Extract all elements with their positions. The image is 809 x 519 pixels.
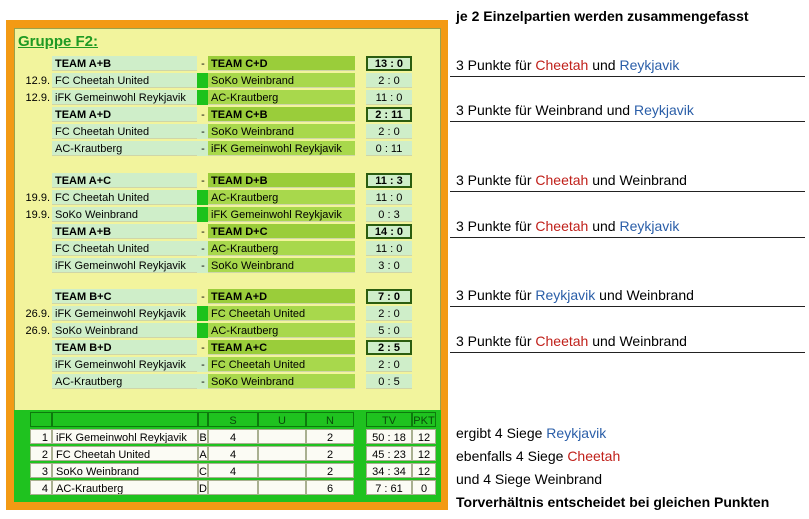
and-word: und [595, 287, 627, 303]
note-underline [450, 76, 805, 77]
match-date: 12.9. [25, 92, 50, 104]
player-left: FC Cheetah United [52, 190, 197, 205]
team-right: TEAM A+C [208, 340, 355, 355]
team-left: TEAM A+C [52, 173, 197, 188]
standings-n: 2 [306, 463, 354, 478]
header-tv: TV [366, 412, 412, 427]
game-score: 2 : 0 [366, 124, 412, 139]
points-prefix: 3 Punkte für [456, 287, 536, 303]
standings-rank: 3 [30, 463, 52, 478]
team-name: Reykjavik [619, 218, 680, 234]
result-4: Torverhältnis entscheidet bei gleichen Punkten [456, 494, 770, 510]
and-word: und [588, 57, 620, 73]
game-separator [197, 207, 208, 222]
team-name: Reykjavik [546, 425, 607, 441]
game-separator [197, 90, 208, 105]
points-prefix: 3 Punkte für [456, 102, 536, 118]
team-name: Reykjavik [535, 287, 596, 303]
standings-tv: 34 : 34 [366, 463, 412, 478]
standings-u [258, 446, 306, 461]
standings-team: SoKo Weinbrand [52, 463, 198, 478]
points-note [456, 57, 679, 73]
dash-separator: - [201, 109, 205, 121]
points-prefix: 3 Punkte für [456, 172, 536, 188]
game-score: 2 : 0 [366, 357, 412, 372]
game-score: 3 : 0 [366, 258, 412, 273]
header-u: U [258, 412, 306, 427]
standings-s: 4 [208, 463, 258, 478]
standings-tv: 50 : 18 [366, 429, 412, 444]
standings-code: C [198, 463, 208, 478]
note-underline [450, 121, 805, 122]
team-name: Cheetah [535, 172, 589, 188]
game-score: 5 : 0 [366, 323, 412, 338]
player-right: SoKo Weinbrand [208, 73, 355, 88]
match-date: 26.9. [25, 308, 50, 320]
dash-separator: - [201, 342, 205, 354]
group-title: Gruppe F2: [18, 33, 99, 50]
dash-separator: - [201, 291, 205, 303]
standings-code: B [198, 429, 208, 444]
game-separator [197, 323, 208, 338]
team-left: TEAM A+B [52, 224, 197, 239]
standings-s: 4 [208, 446, 258, 461]
player-right: SoKo Weinbrand [208, 124, 355, 139]
player-left: FC Cheetah United [52, 73, 197, 88]
player-right: iFK Gemeinwohl Reykjavik [208, 207, 355, 222]
team-name: Cheetah [535, 218, 589, 234]
standings-team: iFK Gemeinwohl Reykjavik [52, 429, 198, 444]
standings-u [258, 429, 306, 444]
result-text: ebenfalls 4 Siege [456, 448, 568, 464]
header-team [52, 412, 198, 427]
note-underline [450, 306, 805, 307]
dash-separator: - [201, 359, 205, 371]
result-text: ergibt 4 Siege [456, 425, 547, 441]
dash-separator: - [201, 260, 205, 272]
points-note [456, 333, 687, 349]
game-separator [197, 190, 208, 205]
team-name: Cheetah [567, 448, 621, 464]
player-left: iFK Gemeinwohl Reykjavik [52, 258, 197, 273]
team-name: Reykjavik [619, 57, 680, 73]
match-date: 19.9. [25, 209, 50, 221]
dash-separator: - [201, 58, 205, 70]
player-left: iFK Gemeinwohl Reykjavik [52, 306, 197, 321]
player-right: AC-Krautberg [208, 90, 355, 105]
match-date: 12.9. [25, 75, 50, 87]
match-date: 26.9. [25, 325, 50, 337]
result-1 [456, 425, 606, 441]
standings-code: A [198, 446, 208, 461]
team-score: 13 : 0 [366, 56, 412, 71]
player-left: SoKo Weinbrand [52, 207, 197, 222]
game-separator [197, 306, 208, 321]
notes-header: je 2 Einzelpartien werden zusammengefasst [456, 8, 749, 24]
and-word: und [588, 218, 620, 234]
player-right: SoKo Weinbrand [208, 374, 355, 389]
player-right: SoKo Weinbrand [208, 258, 355, 273]
team-score: 7 : 0 [366, 289, 412, 304]
player-left: SoKo Weinbrand [52, 323, 197, 338]
standings-team: FC Cheetah United [52, 446, 198, 461]
standings-n: 6 [306, 480, 354, 495]
standings-pkt: 12 [412, 463, 436, 478]
team-left: TEAM A+B [52, 56, 197, 71]
note-underline [450, 352, 805, 353]
dash-separator: - [201, 126, 205, 138]
standings-pkt: 12 [412, 429, 436, 444]
points-note [456, 287, 694, 303]
points-prefix: 3 Punkte für [456, 57, 536, 73]
game-score: 0 : 5 [366, 374, 412, 389]
standings-s [208, 480, 258, 495]
team-name: Weinbrand [535, 102, 603, 118]
dash-separator: - [201, 175, 205, 187]
points-prefix: 3 Punkte für [456, 333, 536, 349]
standings-code: D [198, 480, 208, 495]
game-score: 0 : 3 [366, 207, 412, 222]
and-word: und [588, 333, 620, 349]
standings-s: 4 [208, 429, 258, 444]
standings-n: 2 [306, 429, 354, 444]
dash-separator: - [201, 243, 205, 255]
player-right: AC-Krautberg [208, 323, 355, 338]
standings-n: 2 [306, 446, 354, 461]
player-right: AC-Krautberg [208, 241, 355, 256]
team-score: 2 : 5 [366, 340, 412, 355]
team-name: Weinbrand [626, 287, 694, 303]
dash-separator: - [201, 226, 205, 238]
game-score: 2 : 0 [366, 73, 412, 88]
player-right: AC-Krautberg [208, 190, 355, 205]
standings-pkt: 12 [412, 446, 436, 461]
player-left: FC Cheetah United [52, 124, 197, 139]
team-left: TEAM B+C [52, 289, 197, 304]
note-underline [450, 191, 805, 192]
standings-tv: 7 : 61 [366, 480, 412, 495]
points-prefix: 3 Punkte für [456, 218, 536, 234]
game-score: 2 : 0 [366, 306, 412, 321]
and-word: und [602, 102, 634, 118]
team-score: 11 : 3 [366, 173, 412, 188]
dash-separator: - [201, 376, 205, 388]
team-right: TEAM C+B [208, 107, 355, 122]
header-s: S [208, 412, 258, 427]
team-name: Weinbrand [619, 333, 687, 349]
player-left: iFK Gemeinwohl Reykjavik [52, 357, 197, 372]
team-right: TEAM D+B [208, 173, 355, 188]
standings-rank: 1 [30, 429, 52, 444]
header-n: N [306, 412, 354, 427]
game-score: 11 : 0 [366, 190, 412, 205]
standings-team: AC-Krautberg [52, 480, 198, 495]
standings-u [258, 463, 306, 478]
game-score: 11 : 0 [366, 90, 412, 105]
header-code [198, 412, 208, 427]
player-right: FC Cheetah United [208, 306, 355, 321]
header-pkt: PKT [412, 412, 436, 427]
match-date: 19.9. [25, 192, 50, 204]
player-left: FC Cheetah United [52, 241, 197, 256]
team-left: TEAM A+D [52, 107, 197, 122]
game-score: 11 : 0 [366, 241, 412, 256]
points-note [456, 218, 679, 234]
game-separator [197, 73, 208, 88]
team-score: 14 : 0 [366, 224, 412, 239]
standings-rank: 4 [30, 480, 52, 495]
team-right: TEAM C+D [208, 56, 355, 71]
points-note [456, 172, 687, 188]
game-score: 0 : 11 [366, 141, 412, 156]
team-left: TEAM B+D [52, 340, 197, 355]
header-rank [30, 412, 52, 427]
team-score: 2 : 11 [366, 107, 412, 122]
player-left: AC-Krautberg [52, 374, 197, 389]
dash-separator: - [201, 143, 205, 155]
player-right: iFK Gemeinwohl Reykjavik [208, 141, 355, 156]
player-right: FC Cheetah United [208, 357, 355, 372]
standings-tv: 45 : 23 [366, 446, 412, 461]
standings-u [258, 480, 306, 495]
note-underline [450, 237, 805, 238]
team-name: Weinbrand [619, 172, 687, 188]
team-name: Cheetah [535, 333, 589, 349]
and-word: und [588, 172, 620, 188]
team-name: Cheetah [535, 57, 589, 73]
points-note [456, 102, 694, 118]
player-left: iFK Gemeinwohl Reykjavik [52, 90, 197, 105]
team-right: TEAM A+D [208, 289, 355, 304]
team-right: TEAM D+C [208, 224, 355, 239]
team-name: Reykjavik [633, 102, 694, 118]
player-left: AC-Krautberg [52, 141, 197, 156]
result-3: und 4 Siege Weinbrand [456, 471, 603, 487]
standings-rank: 2 [30, 446, 52, 461]
result-2 [456, 448, 620, 464]
standings-pkt: 0 [412, 480, 436, 495]
